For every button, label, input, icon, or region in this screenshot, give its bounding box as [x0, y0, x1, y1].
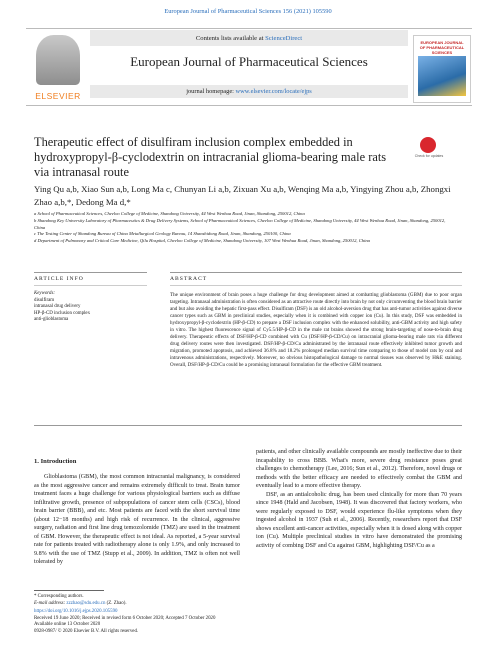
article-title: Therapeutic effect of disulfiram inclusion complex embedded in hydroxypropyl-β-cyclodextrin on intracranial glioma-bearing male rats via intranasal route — [34, 135, 387, 179]
section-heading: 1. Introduction — [34, 458, 77, 465]
running-head[interactable]: European Journal of Pharmaceutical Sciences 156 (2021) 105590 — [164, 8, 332, 15]
email-label: E-mail address: — [34, 600, 67, 606]
divider — [34, 285, 147, 286]
publisher-logo-text: ELSEVIER — [35, 91, 81, 101]
homepage-link[interactable]: www.elsevier.com/locate/ejps — [235, 88, 312, 95]
cover-title: EUROPEAN JOURNAL OF PHARMACEUTICAL SCIENCES — [419, 40, 465, 55]
elsevier-logo[interactable] — [30, 35, 86, 101]
homepage-text: journal homepage: — [186, 88, 236, 95]
doi-link[interactable]: https://doi.org/10.1016/j.ejps.2020.105590 — [34, 609, 118, 615]
sciencedirect-link[interactable]: ScienceDirect — [265, 35, 303, 42]
affiliation: b Shandong Key University Laboratory of Pharmaceutics & Drug Delivery Systems, School of Pharmaceutical Sciences, Cheeloo College of Medicine, Shandong University, 44 West Wenhua Road, Jinan, Shandong, 250012, China — [34, 217, 446, 230]
keywords-label: Keywords: — [34, 291, 56, 296]
contents-line — [90, 35, 408, 42]
crossmark-label: Check for updates — [414, 154, 444, 158]
keyword-list — [34, 298, 90, 323]
copyright: 0928-0987/ © 2020 Elsevier B.V. All rights reserved. — [34, 628, 139, 634]
abstract-heading: ABSTRACT — [170, 276, 208, 282]
email-link[interactable]: zzzhao@sdu.edu.cn — [66, 600, 106, 606]
available-online: Available online 13 October 2020 — [34, 622, 101, 628]
journal-cover-image[interactable] — [413, 35, 471, 103]
divider — [170, 285, 462, 286]
abstract-text: The unique environment of brain poses a huge challenge for drug development aimed at combatting glioblastoma (GBM) due to poor organ targeting. Intranasal administration is often considered as an attractive route directly into brain by not only circumventing the blood brain barrier and but also avoiding the hepatic first-pass effect. Disulfiram (DSF) is an old alcohol-aversion drug that has anti-tumor activities against diverse cancer types such as GBM in preclinical studies, especially when it is combined with copper ion (Cu). In this study, DSF was embedded in hydroxypropyl-β-cyclodextrin (HP-β-CD) to prepare a DSF inclusion complex with the enhanced solubility, anti-GBM activity and high safety in vitro. The highest fluorescence signal of Cy5.5/HP-β-CD in the male rat brains showed the strong brain-targeting of nose-to-brain drug delivery. Therapeutic effects of DSF/HP-β-CD combined with Cu (DSF/HP-β-CD/Cu) on intracranial glioma-bearing male rats via different drug delivery routes were then investigated. DSF/HP-β-CD/Cu administrated by the intranasal route effectively inhibited tumor growth and migration, promoted apoptosis, and achieved 36.8% and 18.2% prolonged median survival time comparing to those of model rats by oral and intravenous administrations, respectively. Moreover, no obvious histopathological damage to normal tissues was observed by H&E staining. Overall, DSF/HP-β-CD/Cu could be a promising intranasal formulation for the effective GBM treatment. — [170, 292, 462, 368]
divider — [34, 272, 147, 273]
paragraph: patients, and other clinically available compounds are mostly ineffective due to their incapability to cross BBB. What's more, severe drug resistance poses great challenges to chemotherapy (Lee, 2016; Sun et al., 2012). Therefore, novel drugs or methods with the better efficacy are needed to effectively combat the GBM and eventually lead to a more effective therapy. — [256, 449, 462, 489]
affiliations — [34, 211, 454, 245]
affiliation: d Department of Pulmonary and Critical Care Medicine, Qilu Hospital, Cheeloo College of Medicine, Shandong University, 107 West Wenhua Road, Jinan, Shandong, 250012, China — [34, 238, 370, 244]
keyword: intranasal drug delivery — [34, 304, 81, 310]
email-suffix: (Z. Zhao). — [105, 600, 127, 606]
affiliation: a School of Pharmaceutical Sciences, Cheeloo College of Medicine, Shandong University, 44 West Wenhua Road, Jinan, Shandong, 250012, China — [34, 211, 305, 216]
tree-icon — [36, 35, 80, 85]
keyword: HP-β-CD inclusion complex — [34, 310, 91, 316]
journal-title: European Journal of Pharmaceutical Sciences — [130, 54, 368, 69]
keyword: anti-glioblastoma — [34, 316, 69, 322]
divider — [170, 272, 462, 273]
email-line — [34, 601, 215, 608]
received-dates: Received 19 June 2020; Received in revised form 6 October 2020; Accepted 7 October 2020 — [34, 615, 216, 621]
affiliation: c The Testing Center of Shandong Bureau of China Metallurgical Geology Bureau, 14 Shanshidong Road, Jinan, Shandong, 250100, China — [34, 231, 291, 237]
crossmark-icon[interactable] — [420, 137, 436, 153]
keyword: disulfiram — [34, 298, 55, 303]
corresponding-note: * Corresponding authors. — [34, 594, 84, 599]
journal-homepage — [90, 88, 408, 95]
divider — [34, 425, 462, 426]
footnote-divider — [34, 590, 104, 591]
article-info-heading: ARTICLE INFO — [34, 276, 84, 282]
paragraph: DSF, as an antialcoholic drug, has been used clinically for more than 70 years since 1948 (Hald and Jacobsen, 1948). It was discovered that factory workers, who were regularly exposed to DSF, would experience flu-like symptoms when they ingested alcohol in 1937 (Suh et al., 2006). Recently, researchers report that DSF shows excellent anti-cancer activities, especially when it is dosed along with copper ion (Cu). Multiple preclinical studies in vitro have demonstrated the promising activity of combing DSF and Cu against GBM, highlighting DSF/Cu as a — [256, 491, 462, 549]
intro-column-left: Glioblastoma (GBM), the most common intracranial malignancy, is considered as the most aggressive cancer and remains extremely difficult to treat. Brain tumor treatment faces a huge challenge for various physiological barriers such as diffuse infiltrative growth, presence of subpopulations of cancer stem cells (CSCs), blood brain barrier (BBB), and etc. Most patients are faced with the short survival time (about 12−18 months) and high risk of recurrence. In the clinical, aggressive surgery, radiation and first line drug temozolomide (TMZ) are used in the treatment of GBM. However, the therapeutic effect is not ideal. As reported, a 5-year survival rate for patients treated with radiotherapy alone is only 1.9%, and only increased to 9.8% with the use of TMZ (Stupp et al., 2009). In addition, TMZ is often not well tolerated by — [34, 474, 240, 565]
intro-column-right — [256, 448, 462, 550]
author-list: Ying Qu a,b, Xiao Sun a,b, Long Ma c, Chunyan Li a,b, Zixuan Xu a,b, Wenqing Ma a,b, Yingying Zhou a,b, Zhongxi Zhao a,b,*, Dedong Ma d,* — [34, 184, 451, 207]
contents-text: Contents lists available at — [195, 35, 266, 42]
cover-art — [418, 56, 466, 96]
footnotes — [34, 594, 215, 636]
